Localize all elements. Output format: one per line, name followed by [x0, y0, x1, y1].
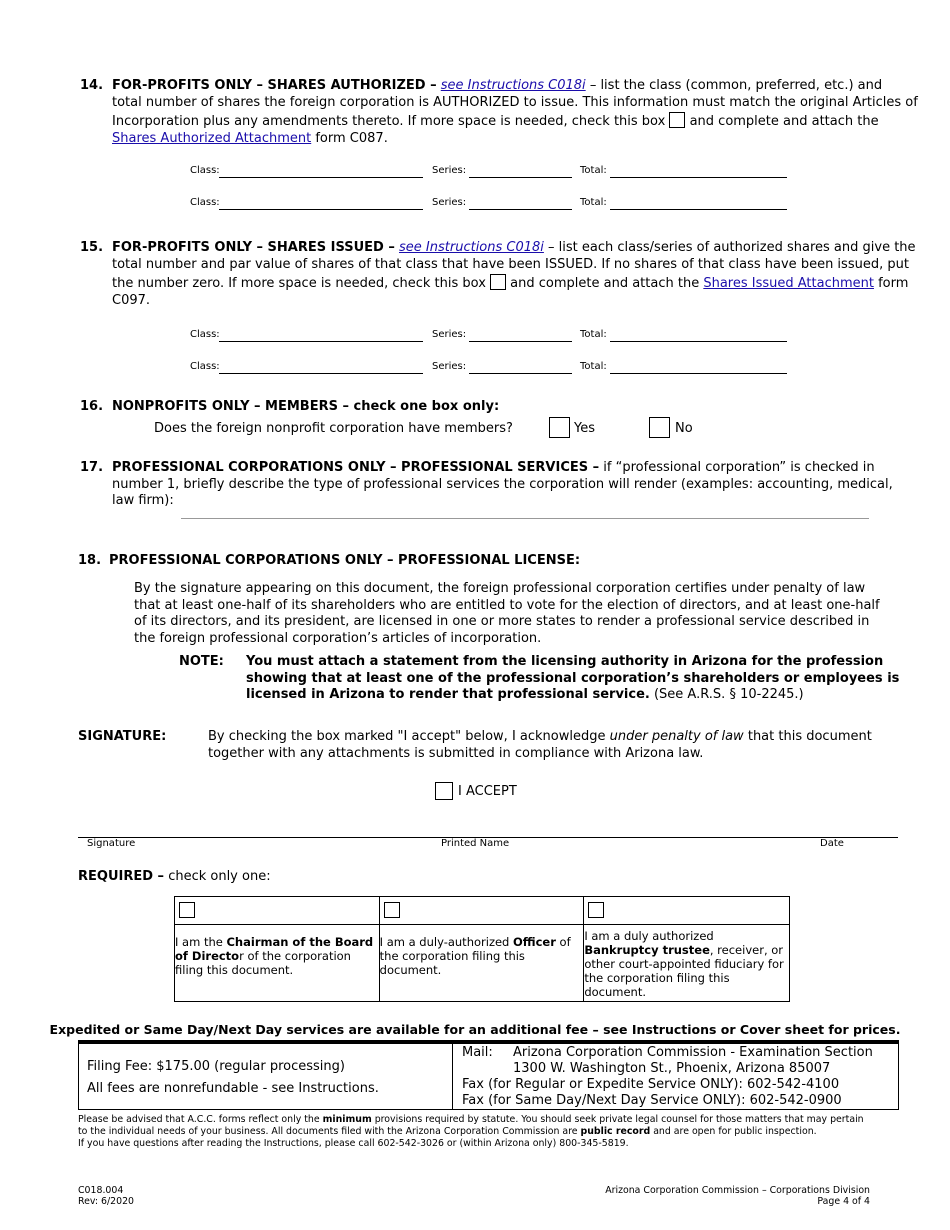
- q17-text1: if “professional corporation” is checked in: [603, 460, 875, 475]
- q15-row1-total: [580, 329, 607, 341]
- trustee-option-text: [584, 925, 790, 1002]
- q15-row1-series: [432, 329, 466, 341]
- q18-paragraph: [134, 581, 894, 647]
- q17-line3: law firm):: [112, 493, 174, 508]
- series-label: Series:: [432, 361, 467, 372]
- signature-text-emphasis: under penalty of law: [609, 729, 744, 744]
- disclaimer-l2a: to the individual needs of your business. All documents filed with the Arizona Corporation Commission are: [78, 1126, 578, 1137]
- fax-same-day: Fax (for Same Day/Next Day Service ONLY): 602-542-0900: [462, 1093, 842, 1108]
- agency-name: Arizona Corporation Commission – Corporations Division: [605, 1185, 870, 1196]
- q17-line2: number 1, briefly describe the type of professional services the corporation will render (examples: accounting, medical,: [112, 476, 893, 492]
- q14-line3a: Incorporation plus any amendments thereto. If more space is needed, check this box: [112, 114, 666, 129]
- q15-row2-series-input[interactable]: [469, 373, 572, 374]
- signature-text: [208, 729, 898, 762]
- q14-row1-series-input[interactable]: [469, 177, 572, 178]
- q14-row1-series: [432, 165, 466, 177]
- total-label: Total:: [580, 197, 607, 208]
- q14-row2-total-input[interactable]: [610, 209, 787, 210]
- q15-row2-class: [190, 361, 220, 373]
- required-options-table: [174, 896, 790, 1002]
- q15-line2: total number and par value of shares of that class that have been ISSUED. If no shares of that class have been issued, put: [112, 256, 909, 272]
- footer-right: [605, 1186, 870, 1207]
- q18-para-line2: that at least one-half of its shareholders who are entitled to vote for the election of directors, and at least one-half: [134, 597, 880, 613]
- trustee-checkbox[interactable]: [588, 902, 604, 918]
- q17-description-input[interactable]: [181, 518, 869, 519]
- printed-name-caption: Printed Name: [441, 838, 510, 849]
- q15-line4: C097.: [112, 292, 151, 308]
- total-label: Total:: [580, 361, 607, 372]
- q15-row2-series: [432, 361, 466, 373]
- q14-instructions-link[interactable]: see Instructions C018i: [440, 78, 586, 93]
- signature-caption: Signature: [87, 838, 136, 849]
- officer-bold: Officer: [513, 935, 556, 949]
- signature-text-b: that this document: [747, 729, 872, 744]
- date-caption: Date: [820, 838, 844, 849]
- note-line1: You must attach a statement from the licensing authority in Arizona for the profession: [246, 654, 884, 669]
- officer-post: of the corporation filing this document.: [379, 935, 571, 977]
- note-line3: licensed in Arizona to render that professional service.: [246, 687, 650, 702]
- q16-heading: NONPROFITS ONLY – MEMBERS – check one box only:: [112, 399, 500, 414]
- q15-more-space-checkbox[interactable]: [490, 274, 506, 290]
- q15-attach-after: form: [878, 276, 909, 291]
- revision: Rev: 6/2020: [78, 1195, 135, 1207]
- trustee-checkbox-cell: [584, 897, 790, 925]
- q15-row1-series-input[interactable]: [469, 341, 572, 342]
- trustee-pre: I am a duly authorized: [584, 929, 714, 943]
- q18-para-line3: of its directors, and its president, are licensed in one or more states to render a professional service described in: [134, 614, 870, 629]
- q17-number: 17.: [80, 460, 104, 475]
- q14-line3b: and complete and attach the: [689, 114, 879, 129]
- q16-number: 16.: [80, 399, 104, 414]
- nonrefundable-note: All fees are nonrefundable - see Instructions.: [87, 1081, 379, 1096]
- chairman-option-text: [175, 925, 380, 1002]
- q17-heading: PROFESSIONAL CORPORATIONS ONLY – PROFESSIONAL SERVICES –: [112, 460, 600, 475]
- trustee-bold: Bankruptcy trustee: [584, 943, 710, 957]
- q14-row1-class-input[interactable]: [219, 177, 423, 178]
- required-label: REQUIRED –: [78, 869, 165, 884]
- mail-line2: 1300 W. Washington St., Phoenix, Arizona 85007: [513, 1061, 831, 1076]
- note-line2: showing that at least one of the professional corporation’s shareholders or employees is: [246, 670, 900, 686]
- series-label: Series:: [432, 165, 467, 176]
- q14-row2-total: [580, 197, 607, 209]
- chairman-checkbox-cell: [175, 897, 380, 925]
- q14-row2-class-input[interactable]: [219, 209, 423, 210]
- required-heading: [78, 869, 271, 886]
- q14-block: [112, 78, 918, 147]
- disclaimer-minimum: minimum: [322, 1114, 372, 1125]
- officer-checkbox[interactable]: [384, 902, 400, 918]
- officer-pre: I am a duly-authorized: [379, 935, 514, 949]
- filing-fee: Filing Fee: $175.00 (regular processing): [87, 1059, 345, 1074]
- fee-mailing-box: [78, 1040, 899, 1110]
- class-label: Class:: [190, 361, 220, 372]
- q14-row1-total: [580, 165, 607, 177]
- q18-para-line4: the foreign professional corporation’s articles of incorporation.: [134, 630, 542, 646]
- q15-number: 15.: [80, 240, 104, 255]
- q15-shares-issued-attachment-link[interactable]: Shares Issued Attachment: [703, 276, 874, 291]
- officer-option-text: [379, 925, 584, 1002]
- form-code: C018.004: [78, 1185, 124, 1196]
- disclaimer-public-record: public record: [580, 1126, 651, 1137]
- q16-yes-label: Yes: [574, 421, 595, 436]
- q14-row2-series-input[interactable]: [469, 209, 572, 210]
- q16-no-checkbox[interactable]: [649, 417, 670, 438]
- q16-yes-checkbox[interactable]: [549, 417, 570, 438]
- q14-line2: total number of shares the foreign corporation is AUTHORIZED to issue. This information must match the original Articles of: [112, 94, 918, 110]
- q15-text1: – list each class/series of authorized shares and give the: [548, 240, 916, 255]
- q15-line3a: the number zero. If more space is needed, check this box: [112, 276, 486, 291]
- q14-more-space-checkbox[interactable]: [669, 112, 685, 128]
- q16-question: Does the foreign nonprofit corporation have members?: [154, 421, 513, 436]
- q14-row1-class: [190, 165, 220, 177]
- q15-row1-class-input[interactable]: [219, 341, 423, 342]
- officer-checkbox-cell: [379, 897, 584, 925]
- note-label: NOTE:: [179, 654, 224, 669]
- q15-heading: FOR-PROFITS ONLY – SHARES ISSUED –: [112, 240, 395, 255]
- q14-row1-total-input[interactable]: [610, 177, 787, 178]
- note-text: [246, 654, 906, 704]
- q14-text1: – list the class (common, preferred, etc.) and: [589, 78, 883, 93]
- required-suffix: check only one:: [168, 869, 271, 884]
- q14-shares-authorized-attachment-link[interactable]: Shares Authorized Attachment: [112, 130, 312, 146]
- q15-line3b: and complete and attach the: [510, 276, 700, 291]
- series-label: Series:: [432, 329, 467, 340]
- q16-no-label: No: [675, 421, 693, 436]
- q15-row2-class-input[interactable]: [219, 373, 423, 374]
- i-accept-checkbox[interactable]: [435, 782, 453, 800]
- q14-row2-series: [432, 197, 466, 209]
- q18-number: 18.: [78, 553, 102, 568]
- disclaimer-l1a: Please be advised that A.C.C. forms reflect only the: [78, 1114, 320, 1125]
- signature-label: SIGNATURE:: [78, 729, 167, 744]
- disclaimer-l3: If you have questions after reading the Instructions, please call 602-542-3026 or (within Arizona only) 800-345-5819.: [78, 1138, 629, 1149]
- q14-attach-after: form C087.: [315, 130, 388, 146]
- fax-regular: Fax (for Regular or Expedite Service ONLY): 602-542-4100: [462, 1077, 840, 1092]
- q15-row1-total-input[interactable]: [610, 341, 787, 342]
- chairman-post: r of the corporation filing this document.: [175, 949, 351, 977]
- signature-text-a: By checking the box marked "I accept" below, I acknowledge: [208, 729, 606, 744]
- class-label: Class:: [190, 197, 220, 208]
- note-reference: (See A.R.S. § 10-2245.): [653, 687, 804, 702]
- chairman-checkbox[interactable]: [179, 902, 195, 918]
- trustee-post: , receiver, or other court-appointed fiduciary for the corporation filing this document.: [584, 943, 784, 999]
- q14-number: 14.: [80, 78, 104, 93]
- series-label: Series:: [432, 197, 467, 208]
- footer-left: [78, 1186, 134, 1207]
- box-divider: [452, 1044, 453, 1109]
- q15-row2-total-input[interactable]: [610, 373, 787, 374]
- chairman-bold: Chairman of the Board of Directo: [175, 935, 374, 963]
- disclaimer-l2c: and are open for public inspection.: [653, 1126, 817, 1137]
- total-label: Total:: [580, 329, 607, 340]
- signature-line2: together with any attachments is submitted in compliance with Arizona law.: [208, 745, 704, 761]
- expedite-notice: Expedited or Same Day/Next Day services are available for an additional fee – see Instructions or Cover sheet for prices.: [49, 1022, 901, 1037]
- q18-heading: PROFESSIONAL CORPORATIONS ONLY – PROFESSIONAL LICENSE:: [109, 553, 581, 568]
- q15-instructions-link[interactable]: see Instructions C018i: [399, 240, 544, 255]
- disclaimer: [78, 1114, 898, 1150]
- i-accept-label: I ACCEPT: [458, 784, 517, 799]
- q15-row1-class: [190, 329, 220, 341]
- q14-row2-class: [190, 197, 220, 209]
- q17-block: [112, 460, 912, 510]
- total-label: Total:: [580, 165, 607, 176]
- q15-block: [112, 240, 916, 309]
- page-number: Page 4 of 4: [817, 1195, 870, 1207]
- class-label: Class:: [190, 329, 220, 340]
- disclaimer-l1c: provisions required by statute. You should seek private legal counsel for those matters that may pertain: [374, 1114, 864, 1125]
- q15-row2-total: [580, 361, 607, 373]
- mail-label: Mail:: [462, 1045, 493, 1060]
- q14-heading: FOR-PROFITS ONLY – SHARES AUTHORIZED –: [112, 78, 437, 93]
- class-label: Class:: [190, 165, 220, 176]
- chairman-pre: I am the: [175, 935, 227, 949]
- q18-para-line1: By the signature appearing on this document, the foreign professional corporation certifies under penalty of law: [134, 581, 866, 596]
- mail-line1: Arizona Corporation Commission - Examination Section: [513, 1045, 873, 1060]
